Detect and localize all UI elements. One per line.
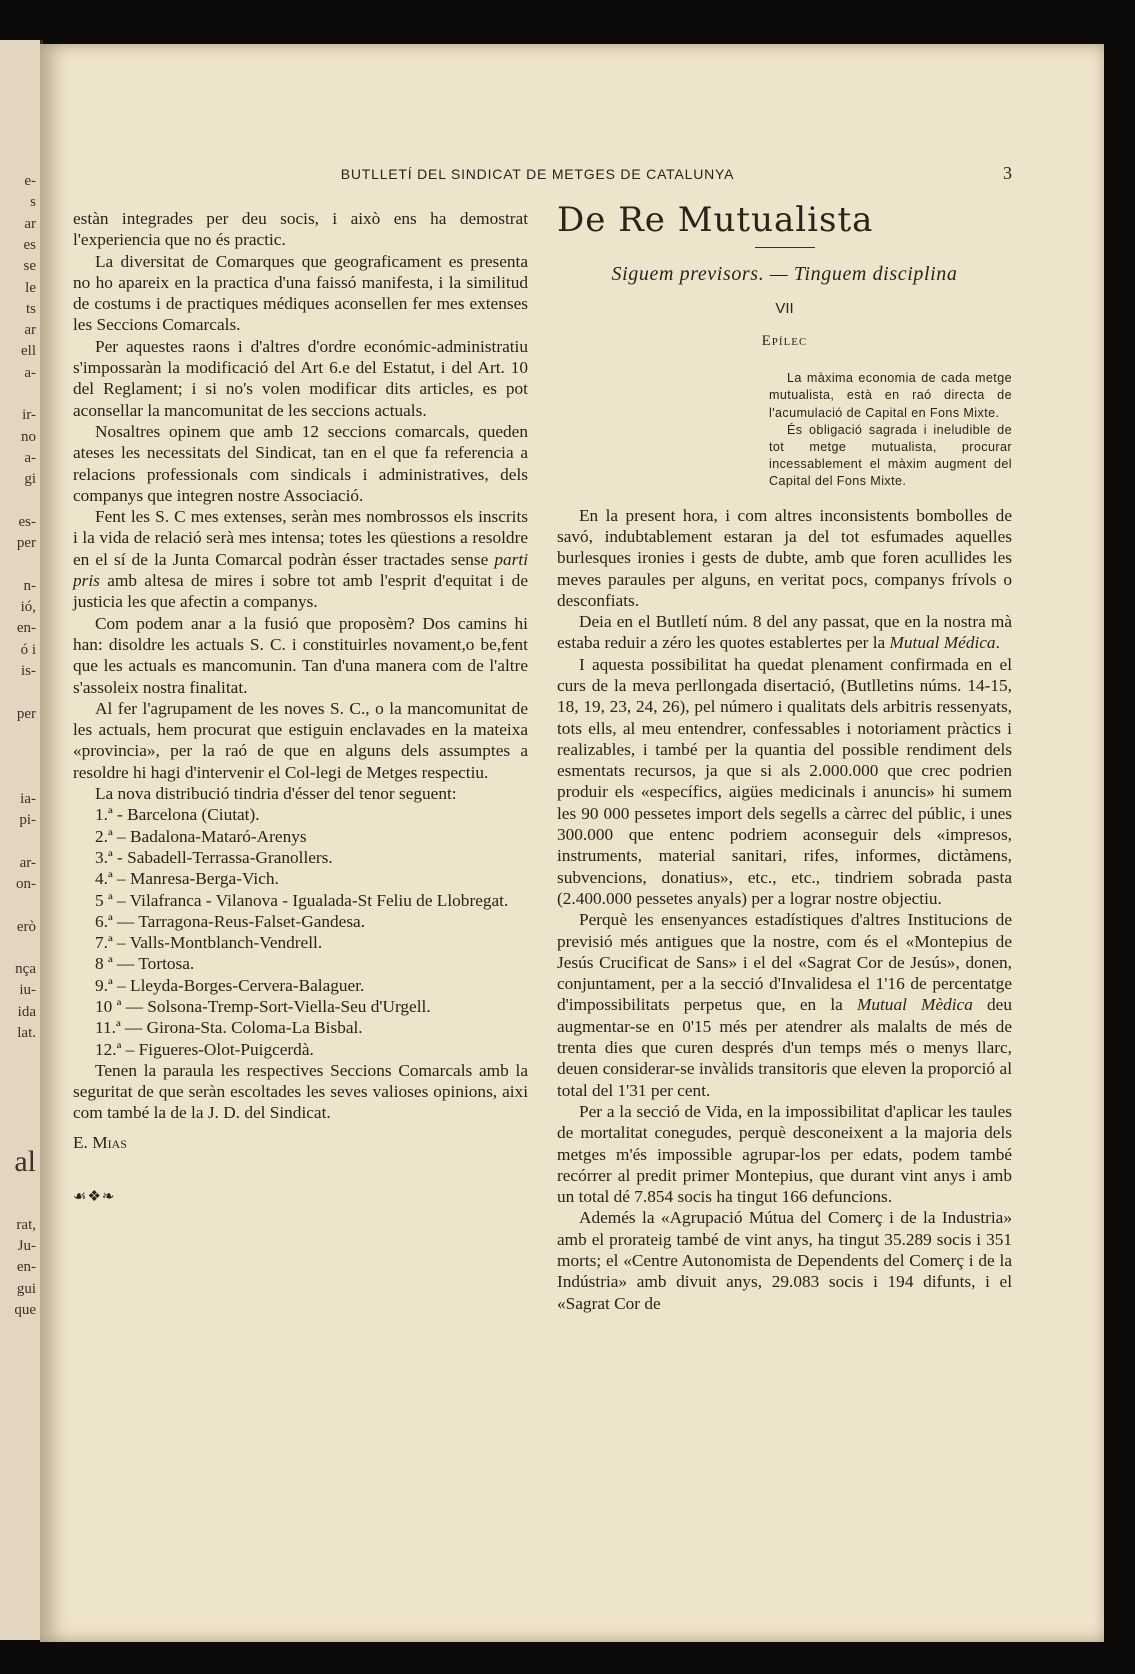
paragraph: estàn integrades per deu socis, i això ens ha demostrat l'experiencia que no és practic. xyxy=(73,209,528,250)
running-header: BUTLLETÍ DEL SINDICAT DE METGES DE CATALUNYA xyxy=(340,166,735,182)
edge-fragment: ió, xyxy=(20,599,36,615)
author-signature: E. Mias xyxy=(73,1132,127,1152)
edge-fragment: a- xyxy=(24,364,36,381)
list-item: 6.ª — Tarragona-Reus-Falset-Gandesa. xyxy=(95,911,366,931)
edge-fragment: ar xyxy=(24,215,36,232)
section-list xyxy=(73,804,528,1060)
list-item: 4.ª – Manresa-Berga-Vich. xyxy=(95,869,279,889)
edge-fragment: on- xyxy=(16,875,36,892)
edge-fragment: per xyxy=(16,535,36,552)
edge-fragment: n- xyxy=(23,577,36,594)
article-body xyxy=(557,505,1012,1314)
ornament-icon: ☙❖❧ xyxy=(73,1189,116,1206)
epigraph-line: La màxima economia de cada metge mutualista, està en raó directa de l'acumulació de Capital en Fons Mixte. xyxy=(769,371,1012,420)
left-column xyxy=(73,208,528,1208)
edge-fragment: se xyxy=(23,258,36,275)
edge-fragment: ir- xyxy=(22,407,36,424)
edge-fragment: iu- xyxy=(19,982,36,999)
paragraph: La nova distribució tindria d'ésser del tenor seguent: xyxy=(95,784,457,804)
paragraph: Al fer l'agrupament de les noves S. C., o la mancomunitat de les actuals, hem procurat que estiguin enclavades en la mateixa «provincia», per la raó de que en alguns dels assumptes a resoldre hi hagi d'intervenir el Col-legi de Metges respectiu. xyxy=(73,698,528,782)
edge-fragment: ó i xyxy=(20,641,36,658)
section-number: VII xyxy=(775,299,794,317)
paragraph: Ademés la «Agrupació Mútua del Comerç i de la Industria» amb el prorateig també de vint anys, ha tingut 35.289 socis i 351 morts; el «Centre Autonomista de Dependents del Comerç i de la Indústria» amb divuit anys, 29.083 socis i 194 difunts, i el «Sagrat Cor de xyxy=(557,1208,1012,1313)
list-item: 2.ª – Badalona-Mataró-Arenys xyxy=(95,826,307,846)
italic-phrase: parti pris xyxy=(73,549,528,591)
paragraph: Per aquestes raons i d'altres d'ordre económic-administratiu s'impossaràn la modificació del Art 6.e del Estatut, i del Art. 10 del Reglament; i si no's volen modificar dits articles, es pot aconsellar la mancomunitat de les seccions actuals. xyxy=(73,336,528,420)
edge-fragment: erò xyxy=(16,918,36,935)
edge-fragment: en- xyxy=(16,620,36,637)
epigraph-line: És obligació sagrada i ineludible de tot metge mutualista, procurar incessablement el màxim augment del Capital del Fons Mixte. xyxy=(769,422,1012,489)
paragraph: La diversitat de Comarques que geograficament es presenta no ho apareix en la practica d'una faissó manifesta, i la similitud de costums i de practiques médiques aconsellen fer mes extenses les Seccions Comarcals. xyxy=(73,251,528,335)
edge-fragment: per xyxy=(16,705,36,722)
edge-fragment: pi- xyxy=(19,812,36,828)
previous-page-edge xyxy=(0,40,43,1640)
section-title: Epílec xyxy=(761,332,808,349)
edge-fragment: le xyxy=(25,279,36,296)
edge-fragment: es- xyxy=(18,513,36,530)
edge-fragment: gi xyxy=(24,471,36,488)
list-item: 1.ª - Barcelona (Ciutat). xyxy=(95,805,260,825)
edge-fragment: al xyxy=(14,1144,36,1178)
title-rule xyxy=(755,247,815,248)
edge-fragment: ell xyxy=(21,343,36,360)
edge-fragment: s xyxy=(30,194,36,211)
edge-fragment: ida xyxy=(17,1003,36,1020)
edge-fragment: Ju- xyxy=(17,1238,36,1254)
edge-fragment: en- xyxy=(16,1259,36,1276)
list-item: 5 ª – Vilafranca - Vilanova - Igualada-St Feliu de Llobregat. xyxy=(95,890,509,910)
edge-fragment: ts xyxy=(25,300,36,317)
paragraph: Fent les S. C mes extenses, seràn mes nombrossos els inscrits i la vida de relació serà mes intensa; totes les qüestions a resoldre en el sí de la Junta Comarcal podràn ésser tractades sense parti pris amb altesa de mires i sobre tot amb l'esprit d'equitat i de justicia les que afectin a companys. xyxy=(73,507,528,612)
list-item: 9.ª – Lleyda-Borges-Cervera-Balaguer. xyxy=(95,975,365,995)
paragraph: Com podem anar a la fusió que proposèm? Dos camins hi han: disoldre les actuals S. C. i constituirles novament,o be,fent que les actuals es mancomunin. Tan d'una manera com de l'altre s'assoleix nostra finalitat. xyxy=(73,613,528,697)
list-item: 7.ª – Valls-Montblanch-Vendrell. xyxy=(95,933,323,953)
list-item: 3.ª - Sabadell-Terrassa-Granollers. xyxy=(95,847,333,867)
list-item: 12.ª – Figueres-Olot-Puigcerdà. xyxy=(95,1039,314,1059)
edge-fragment: a- xyxy=(24,449,36,466)
italic-phrase: Mutual Mèdica xyxy=(856,995,973,1015)
epigraph xyxy=(769,370,1012,490)
edge-fragment: ia- xyxy=(20,790,36,807)
edge-fragment: rat, xyxy=(16,1216,36,1233)
italic-phrase: Mutual Médica xyxy=(889,633,996,653)
paragraph: I aquesta possibilitat ha quedat plenament confirmada en el curs de la meva perllongada disertació, (Butlletins núms. 14-15, 18, 19, 23, 24, 26), pel número i qualitats dels arbitris ressenyats, tots ells, al meu entendrer, confessables i notoriament pràctics i realizables, i també per la quantia del possible rendiment dels esmentats recursos, ja que si als 2.000.000 que crec podrien produir els «específics, aigües medicinals i anuncis» hi sumem les 90 000 pessetes import dels segells a càrrec del públic, i unes 300.000 que entenc podriem aconseguir dels «impresos, instruments, material sanitari, rifes, informes, dictàmens, subvencions, donatius», etc., etc., tindriem sobrada pasta (2.400.000 pessetes anyals) per a lograr nostre objectiu. xyxy=(557,654,1012,908)
edge-fragment: nça xyxy=(15,961,36,978)
paragraph: Nosaltres opinem que amb 12 seccions comarcals, queden ateses les necessitats del Sindicat, tan en el que fa referencia a relacions professionals com sindicals i administratives, dels companys que integren nostre Associació. xyxy=(73,421,528,505)
article-subtitle: Siguem previsors. — Tinguem disciplina xyxy=(611,263,958,286)
edge-fragment: ar- xyxy=(19,854,36,871)
right-column xyxy=(557,200,1012,1314)
article-title: De Re Mutualista xyxy=(557,200,874,240)
edge-fragment: e- xyxy=(24,173,36,189)
edge-fragment: que xyxy=(14,1301,36,1318)
edge-fragment: es xyxy=(23,236,36,253)
edge-fragment: lat. xyxy=(17,1025,36,1041)
paragraph: Perquè les ensenyances estadístiques d'altres Institucions de previsió més antigues que la nostre, com és el «Montepius de Jesús Crucificat de Sans» i el del «Sagrat Cor de Jesús», donen, conjuntament, per a la secció d'Invalidesa el 1'16 de percentatge d'impossibilitats perpetus que, en la Mutual Mèdica deu augmentar-se en 0'15 més per atendrer als malalts de més de trenta dies que curen després d'un temps més o menys llarc, deuen considerar-se invàlids transitoris que eleven la proporció al total del 1'31 per cent. xyxy=(557,910,1012,1100)
edge-fragment: ar xyxy=(24,322,36,339)
list-item: 8 ª — Tortosa. xyxy=(95,954,195,974)
edge-fragment: is- xyxy=(21,662,36,679)
list-item: 11.ª — Girona-Sta. Coloma-La Bisbal. xyxy=(95,1018,363,1038)
paragraph: Deia en el Butlletí núm. 8 del any passat, que en la nostra mà estaba reduir a zéro les quotes establertes per la Mutual Médica. xyxy=(557,612,1012,653)
list-item: 10 ª — Solsona-Tremp-Sort-Viella-Seu d'Urgell. xyxy=(95,996,431,1016)
paragraph: Per a la secció de Vida, en la impossibilitat d'aplicar les taules de mortalitat conegudes, perquè desconeixent a la majoria dels metges m'és impossible agrupar-los per edats, podem també recórrer al predit primer Montepius, que durant vint anys i amb un total dé 7.854 socis ha tingut 166 defuncions. xyxy=(557,1101,1012,1207)
edge-fragment: gui xyxy=(16,1280,36,1297)
closing-paragraph: Tenen la paraula les respectives Seccions Comarcals amb la seguritat de que seràn escoltades les seves valioses opinions, aixi com també la de la J. D. del Sindicat. xyxy=(73,1060,528,1123)
page-number: 3 xyxy=(1003,163,1012,183)
edge-fragment: no xyxy=(21,428,36,445)
paragraph: En la present hora, i com altres inconsistents bombolles de savó, indubtablement estaran ja del tot esfumades aquelles burlesques ironies i gests de dubte, amb que foren acullides les meves paraules per alguns, en veritat pocs, companys frívols o desconfiats. xyxy=(557,505,1012,610)
